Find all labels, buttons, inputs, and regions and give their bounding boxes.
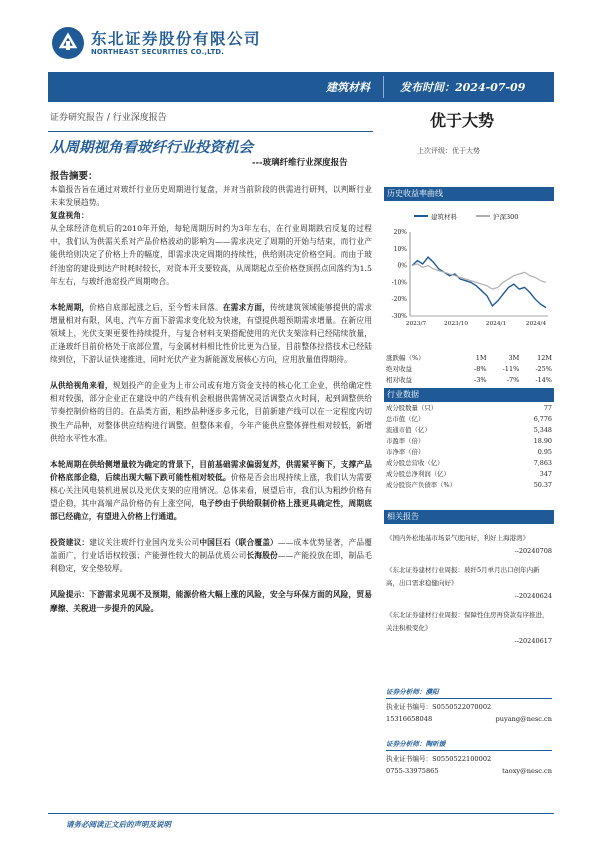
disclaimer: 请务必阅读正文后的声明及说明 [66, 820, 171, 829]
report-title: 从周期视角看玻纤行业投资机会 [50, 139, 253, 156]
perf-cell: 涨跌幅（%） [386, 354, 425, 362]
chart-heading: 历史收益率曲线 [384, 187, 554, 201]
analyst-contact [386, 713, 552, 725]
perf-cell: 1M [475, 353, 487, 362]
analyst-block [386, 686, 552, 725]
industry-data-row [386, 468, 552, 479]
performance-table [386, 352, 552, 385]
industry-data-row [386, 413, 552, 424]
analyst-contact [386, 765, 552, 777]
metric-value: 5,348 [533, 425, 552, 434]
industry-data-heading: 行业数据 [384, 388, 554, 402]
metric-label: 市盈率（倍） [386, 437, 425, 445]
perf-cell: -3% [474, 375, 487, 384]
metric-label: 成分股资产负债率（%） [386, 481, 456, 489]
metric-label: 市净率（倍） [386, 448, 425, 456]
perf-cell: 绝对收益 [386, 365, 412, 373]
logo-icon [52, 27, 84, 59]
perf-row [386, 374, 552, 385]
metric-label: 流通市值（亿） [386, 426, 431, 434]
report-type: 证券研究报告 / 行业深度报告 [50, 113, 167, 123]
analyst-phone: 15316658048 [386, 715, 433, 723]
industry-data-row [386, 446, 552, 457]
legend-label: 建筑材料 [431, 213, 457, 221]
industry-data-row [386, 402, 552, 413]
related-report-link[interactable]: 《东北证券建材行业周报：保障性住房再贷款有序推进，关注积极变化》 [386, 611, 549, 632]
review-heading: 复盘视角： [50, 211, 89, 221]
analyst-name: 证券分析师：陶昕媛 [386, 740, 446, 748]
y-tick-label: 10% [393, 245, 407, 253]
industry-data-row [386, 424, 552, 435]
analyst-license: 执业证书编号：S0550522100002 [386, 755, 492, 763]
analyst-email[interactable]: taoxy@nesc.cn [502, 767, 552, 775]
outlook-paragraph: 本轮周期在供给侧增量较为确定的背景下，目前基础需求偏弱复苏，供需紧平衡下，支撑产品价格底部企稳，后续出现大幅下跌可能性相对较低。价格是否会出现持续上涨，我们认为需要核心关注风电装机进展以及光伏支架的应用情况。总体来看，展望后市，我们认为粗纱价格有望企稳，其中高端产品价格仍有上涨空间，电子纱由于供给限制价格上涨更具确定性，周期底部已经确立，有望进入价格上行通道。 [50, 459, 373, 522]
previous-rating: 上次评级：优于大势 [417, 147, 480, 155]
x-tick-label: 2023/7 [405, 321, 427, 327]
legend-label: 沪深300 [493, 213, 519, 221]
industry-data-table [386, 402, 552, 490]
related-heading: 相关报告 [384, 510, 554, 524]
perf-cell: 12M [537, 353, 552, 362]
perf-header-row [386, 352, 552, 363]
related-report-date: --20240617 [514, 637, 552, 645]
metric-label: 成分股总营收（亿） [386, 459, 444, 467]
perf-cell: -11% [502, 364, 520, 373]
analyst-rule [386, 698, 552, 699]
metric-label: 成分股数量（只） [386, 404, 438, 412]
review-text: 从全球经济危机后的2010年开始，每轮周期历时约为3年左右，在行业周期跌宕反复的过程中，我们认为供需关系对产品价格波动的影响为——需求决定了周期的开始与结束，而行业产能供给则决定了价格上升的幅度，即需求决定周期的持续性，供给则决定价格空间。而由于玻纤池窑的建设到达产时耗时较长，对资本开支要较高，从周期起点至价格登顶拐点回落约为1.5年左右，与玻纤池窑投产周期吻合。 [50, 224, 372, 286]
summary-heading: 报告摘要： [50, 171, 98, 182]
metric-label: 成分股总净利润（亿） [386, 470, 450, 478]
series-line-csi300 [412, 264, 546, 289]
publish-date: 发布时间：2024-07-09 [400, 81, 526, 94]
summary-intro: 本篇报告旨在通过对玻纤行业历史周期进行复盘，并对当前阶段的供需进行研判，以判断行业未来发展趋势。 [50, 185, 372, 208]
analyst-block [386, 738, 552, 777]
perf-cell: -14% [535, 375, 552, 384]
related-report-link[interactable]: 《国内外松地基市场景气度向好，利好上海港湾》 [386, 534, 529, 542]
return-chart [384, 202, 554, 330]
risk-warning: 风险提示：下游需求见现不及预期，能源价格大幅上涨的风险，安全与环保方面的风险，贸易摩擦、关税进一步提升的风险。 [50, 590, 372, 613]
related-report-date: --20240708 [514, 547, 552, 555]
company-name-en: NORTHEAST SECURITIES CO.,LTD. [91, 48, 225, 56]
analyst-phone: 0755-33975865 [386, 767, 439, 775]
metric-label: 总市值（亿） [386, 415, 425, 423]
summary-body [50, 183, 372, 615]
metric-value: 6,776 [533, 414, 552, 423]
perf-cell: 相对收益 [386, 376, 412, 384]
related-reports [386, 526, 552, 648]
metric-value: 18.90 [533, 436, 552, 445]
rating: 优于大势 [430, 111, 495, 130]
metric-value: 50.37 [533, 480, 552, 489]
analyst-name: 证券分析师：濮阳 [386, 688, 439, 696]
y-tick-label: -20% [391, 296, 407, 304]
x-tick-label: 2023/10 [443, 321, 469, 327]
related-report-date: --20240624 [514, 592, 552, 600]
perf-cell: 3M [508, 353, 520, 362]
sector-label: 建筑材料 [326, 81, 370, 94]
banner-divider [383, 76, 384, 98]
metric-value: 347 [539, 469, 552, 478]
perf-cell: -8% [474, 364, 487, 373]
y-tick-label: -10% [391, 279, 407, 287]
footer-rule [48, 813, 554, 814]
perf-row [386, 363, 552, 374]
company-name: 东北证券股份有限公司 [91, 30, 262, 48]
x-tick-label: 2024/4 [525, 321, 547, 327]
report-subtitle: ---玻璃纤维行业深度报告 [252, 158, 348, 168]
metric-value: 0.95 [537, 447, 552, 456]
analyst-email[interactable]: puyang@nesc.cn [495, 715, 552, 723]
y-tick-label: 20% [393, 229, 407, 236]
supply-paragraph: 从供给视角来看，规划投产的企业为上市公司或有地方资金支持的核心化工企业，供给确定性相对较强，部分企业正在建设中的产线有机会根据供需情况灵活调整点火时间，起到调整供给节奏控制价格的目的。在品类方面，粗纱品种逐步多元化，目前新建产线可以在一定程度内切换生产品种，对整体供应结构进行调整。但整体来看，今年产能供应整体弹性相对较低，新增供给水平性水准。 [50, 381, 372, 443]
y-tick-label: -30% [391, 313, 407, 320]
metric-value: 7,863 [533, 458, 552, 467]
analyst-license: 执业证书编号：S0550522070002 [386, 703, 492, 711]
industry-data-row [386, 457, 552, 468]
x-tick-label: 2024/1 [485, 321, 507, 327]
analyst-rule [386, 750, 552, 751]
industry-data-row [386, 479, 552, 490]
header-rule [48, 131, 373, 132]
metric-value: 77 [543, 403, 552, 412]
investment-advice: 投资建议：建议关注玻纤行业国内龙头公司中国巨石（联合覆盖）——成本优势显著，产品覆盖面广，行业话语权较强；产能弹性较大的制品优质公司长海股份——产能投放在即，制品毛利稳定，安全垫较厚。 [50, 538, 372, 574]
related-report-link[interactable]: 《东北证券建材行业周报：玻纤5月单月出口创年内新高，出口需求稳健向好》 [386, 566, 540, 587]
series-line-building-materials [412, 257, 546, 307]
y-tick-label: 0% [397, 262, 407, 270]
cycle-paragraph: 本轮周期，价格自底部起涨之后，至今暂未回落。在需求方面，传统建筑领域能够提供的需求增量相对有限，风电、汽车方面下游需求变化较为快速，有望提供超预期需求增量。在新应用领域上，光伏支架更要性持续提升，与复合材料支架搭配使用的光伏支架涂料已经陆续放量，正逢玻纤目前价格处于底部位置，与金属材料相比性价比更为凸显，目前整体拉搭技术已经陆续到位，下游认证快速推进，同时光伏产业为新能源发展核心方向，应用放量值得期待。 [50, 302, 372, 365]
perf-cell: -25% [535, 364, 552, 373]
industry-data-row [386, 435, 552, 446]
perf-cell: -7% [506, 375, 520, 384]
